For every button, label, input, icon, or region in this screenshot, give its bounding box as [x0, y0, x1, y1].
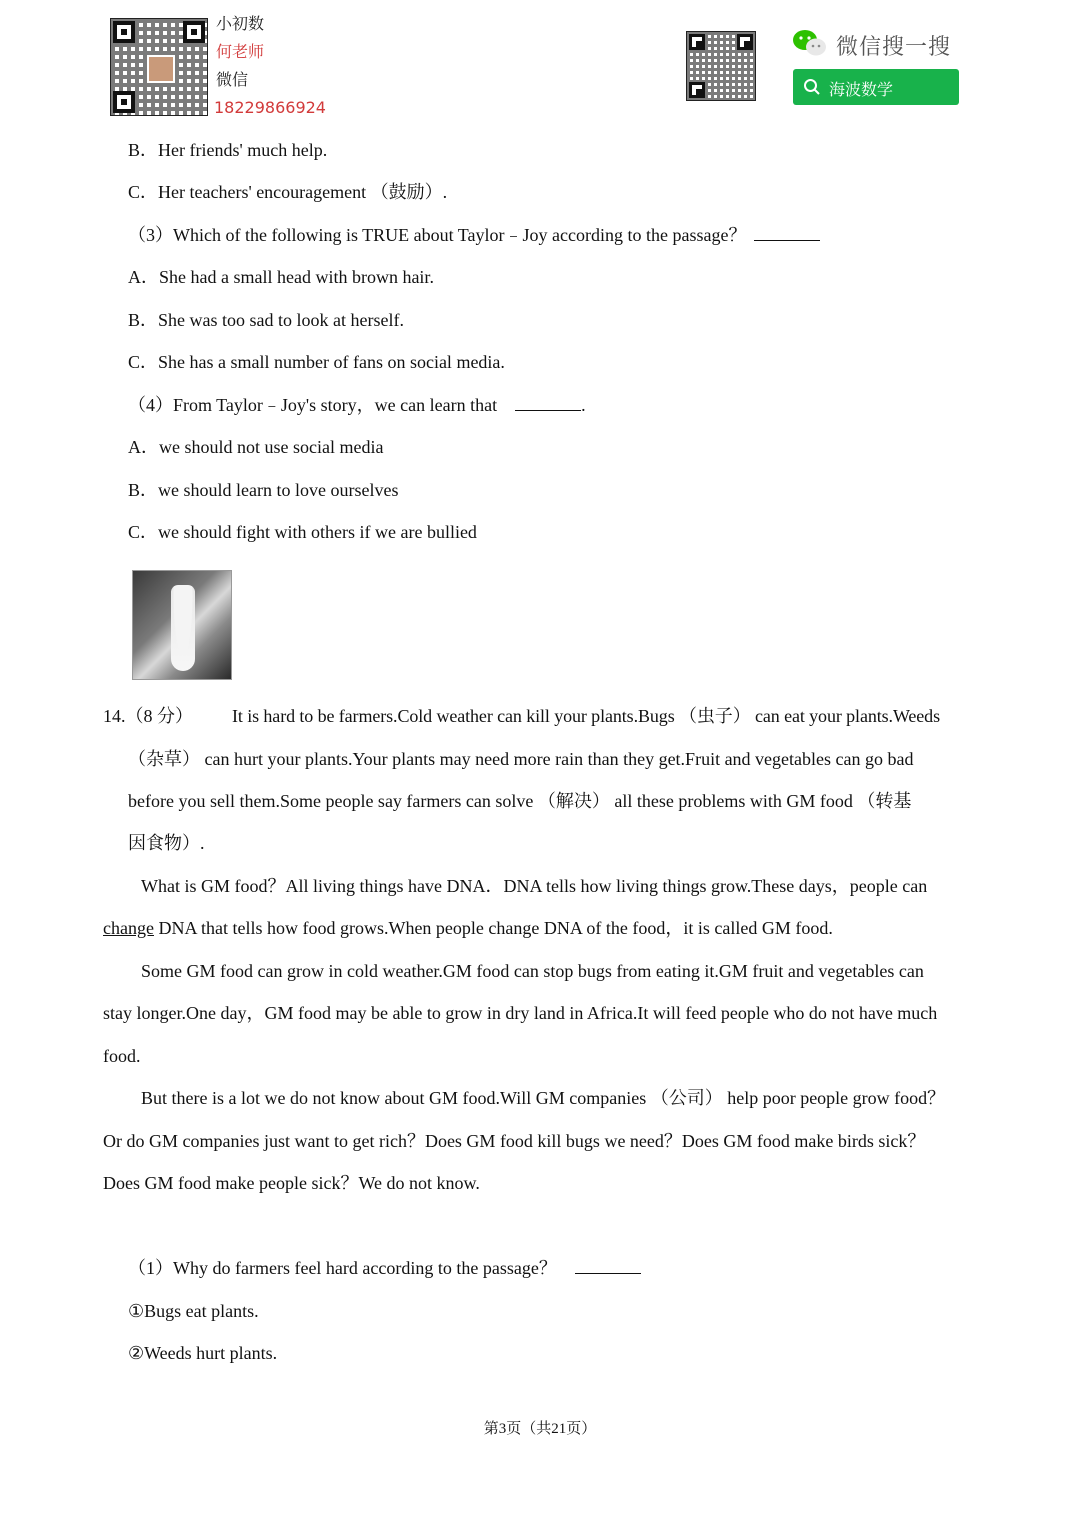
q13-3-option-b: B．She was too sad to look at herself.	[128, 310, 404, 330]
taylor-joy-photo	[132, 570, 232, 680]
wechat-qr-code	[686, 31, 756, 101]
q14-para2-line2-text: DNA that tells how food grows.When people change DNA of the food，it is called GM food.	[153, 918, 833, 938]
page-number: 第3页（共21页）	[483, 1421, 597, 1437]
q14-1-option-1: ①Bugs eat plants.	[128, 1301, 259, 1321]
q14-para4-line1: But there is a lot we do not know about GM food.Will GM companies （公司） help poor people grow food？	[141, 1088, 946, 1108]
q14-para4-line2: Or do GM companies just want to get rich？Does GM food kill bugs we need？Does GM food make birds sick？	[103, 1131, 926, 1151]
q14-para3-line3: food.	[103, 1046, 141, 1066]
wechat-search-title: 微信搜一搜	[836, 35, 952, 60]
q13-4-option-c: C．we should fight with others if we are bullied	[128, 522, 477, 542]
q13-4-text: （4）From Taylor﹣Joy's story，we can learn that	[128, 395, 498, 415]
q14-para1-line3: before you sell them.Some people say farmers can solve （解决） all these problems with GM food （转基	[128, 791, 912, 811]
q13-3-option-c: C．She has a small number of fans on social media.	[128, 352, 505, 372]
q13-4-option-a: A．we should not use social media	[128, 437, 384, 457]
q14-1-text: （1）Why do farmers feel hard according to the passage？	[128, 1258, 557, 1278]
answer-blank[interactable]	[754, 224, 820, 241]
q13-3-option-a: A．She had a small head with brown hair.	[128, 267, 434, 287]
qr-caption-line-1: 小初数	[216, 14, 265, 33]
q14-1-option-2: ②Weeds hurt plants.	[128, 1343, 278, 1363]
q13-3-text: （3）Which of the following is TRUE about Taylor﹣Joy according to the passage？	[128, 225, 747, 245]
q14-para1-line2: （杂草） can hurt your plants.Your plants may need more rain than they get.Fruit and vegetables can go bad	[128, 749, 914, 769]
wechat-logo-icon	[792, 28, 828, 58]
underlined-word: change	[103, 918, 154, 938]
search-button-label: 海波数学	[829, 80, 894, 99]
qr-caption-line-3: 微信	[216, 70, 249, 89]
q13-4-option-b: B．we should learn to love ourselves	[128, 480, 399, 500]
answer-blank[interactable]	[515, 394, 581, 411]
answer-blank[interactable]	[575, 1257, 641, 1274]
wechat-search-button[interactable]	[793, 69, 959, 105]
q14-para2-line2	[103, 917, 833, 939]
q13-4-stem: （4）From Taylor﹣Joy's story，we can learn that .	[128, 395, 586, 415]
qr-avatar-icon	[147, 55, 175, 83]
search-icon	[803, 78, 821, 96]
q14-para2-line1: What is GM food？All living things have DNA．DNA tells how living things grow.These days，people can	[141, 876, 928, 896]
qr-caption-phone: 18229866924	[214, 98, 326, 117]
q14-para4-line3: Does GM food make people sick？We do not know.	[103, 1173, 480, 1193]
q14-para3-line1: Some GM food can grow in cold weather.GM food can stop bugs from eating it.GM fruit and vegetables can	[141, 961, 924, 981]
qr-caption-line-2: 何老师	[216, 42, 265, 61]
q14-para1-line4: 因食物）.	[128, 833, 205, 853]
q14-para3-line2: stay longer.One day，GM food may be able to grow in dry land in Africa.It will feed people who do not have much	[103, 1003, 938, 1023]
contact-qr-code	[110, 18, 208, 116]
q13-2-option-c: C．Her teachers' encouragement （鼓励）.	[128, 182, 448, 202]
q14-number: 14.（8 分）	[103, 706, 193, 726]
q14-1-stem	[128, 1257, 641, 1279]
q13-3-stem	[128, 224, 820, 246]
q13-2-option-b: B．Her friends' much help.	[128, 140, 328, 160]
q14-para1-line1: It is hard to be farmers.Cold weather can kill your plants.Bugs （虫子） can eat your plants.Weeds	[232, 706, 940, 726]
